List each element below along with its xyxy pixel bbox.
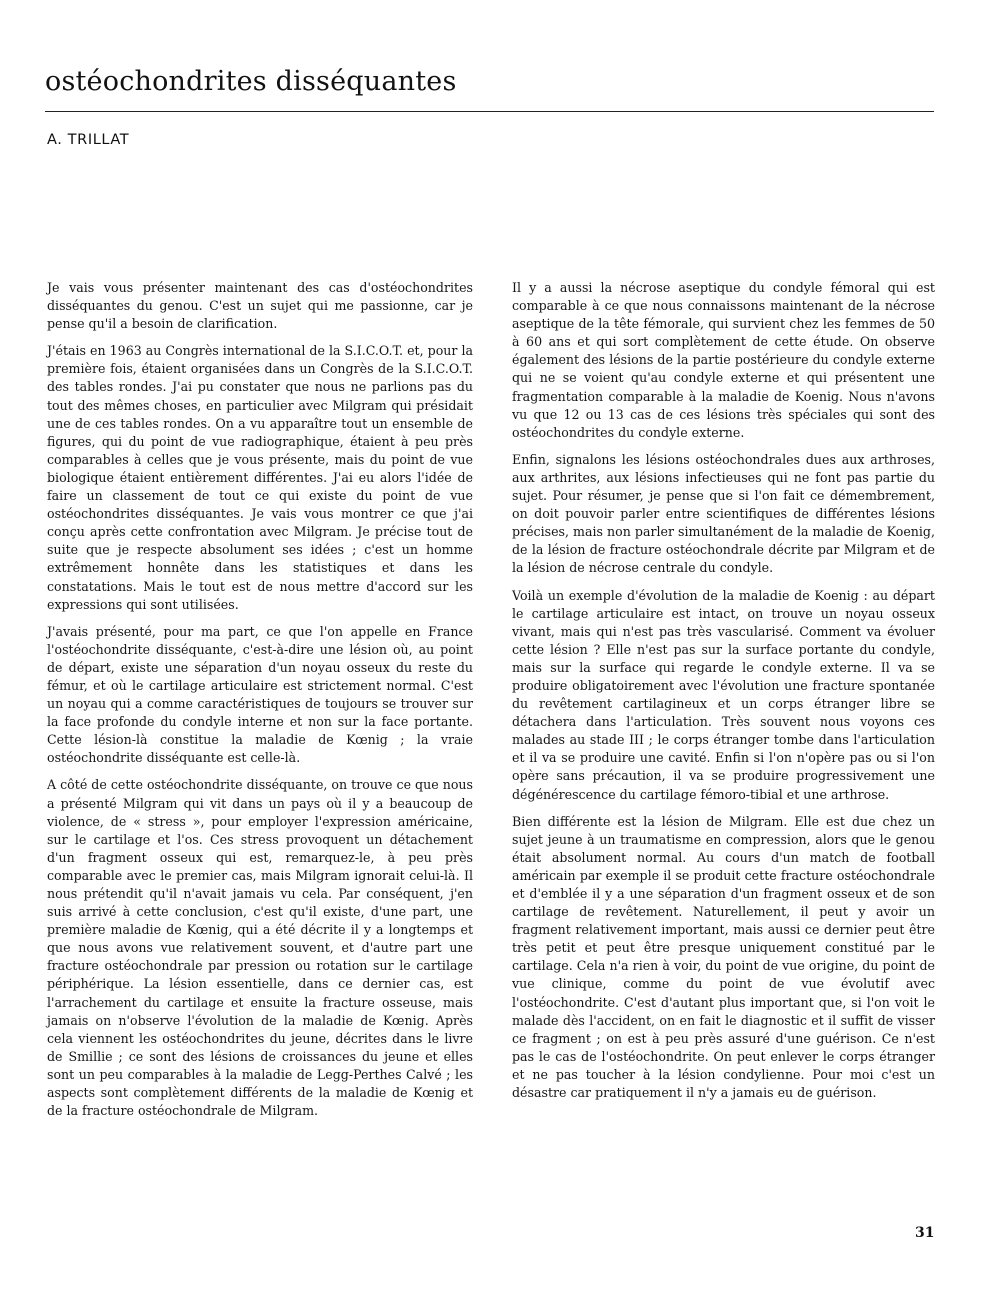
paragraph: Enfin, signalons les lésions ostéochondrales dues aux arthroses, aux arthrites, aux lésions infectieuses qui ne font pas partie du sujet. Pour résumer, je pense que si l'on fait ce démembrement, on doit pouvoir parler entre scientifiques de différentes lésions précises, mais non parler simultanément de la maladie de Koenig, de la lésion de fracture ostéochondrale décrite par Milgram et de la lésion de nécrose centrale du condyle. <box>512 451 935 576</box>
paragraph: Il y a aussi la nécrose aseptique du condyle fémoral qui est comparable à ce que nous connaissons maintenant de la nécrose aseptique de la tête fémorale, qui survient chez les femmes de 50 à 60 ans et qui sort complètement de cette étude. On observe également des lésions de la partie postérieure du condyle externe qui ne se voient qu'au condyle externe et qui présentent une fragmentation comparable à la maladie de Koenig. Nous n'avons vu que 12 ou 13 cas de ces lésions très spéciales qui sont des ostéochondrites du condyle externe. <box>512 280 935 440</box>
paragraph: Je vais vous présenter maintenant des cas d'ostéochondrites disséquantes du genou. C'est un sujet qui me passionne, car je pense qu'il a besoin de clarification. <box>47 280 473 332</box>
right-column <box>512 279 935 1111</box>
article-title: ostéochondrites disséquantes <box>45 66 457 97</box>
paragraph: J'avais présenté, pour ma part, ce que l'on appelle en France l'ostéochondrite disséquante, c'est-à-dire une lésion où, au point de départ, existe une séparation d'un noyau osseux du reste du fémur, et où le cartilage articulaire est strictement normal. C'est un noyau qui a comme caractéristiques de toujours se trouver sur la face profonde du condyle interne et non sur la face portante. Cette lésion-là constitue la maladie de Kœnig ; la vraie ostéochondrite disséquante est celle-là. <box>47 623 473 766</box>
paragraph: Bien différente est la lésion de Milgram. Elle est due chez un sujet jeune à un traumatisme en compression, alors que le genou était absolument normal. Au cours d'un match de football américain par exemple il se produit cette fracture ostéochondrale et d'emblée il y a une séparation d'un fragment osseux et de son cartilage de revêtement. Naturellement, il peut y avoir un fragment relativement important, mais aussi ce dernier peut être très petit et peut être presque uniquement constitué par le cartilage. Cela n'a rien à voir, du point de vue origine, du point de vue clinique, comme du point de vue évolutif avec l'ostéochondrite. C'est d'autant plus important que, si l'on voit le malade dès l'accident, on en fait le diagnostic et il suffit de visser ce fragment ; on est à peu près assuré d'une guérison. Ce n'est pas le cas de l'ostéochondrite. On peut enlever le corps étranger et ne pas toucher à la lésion condylienne. Pour moi c'est un désastre car pratiquement il n'y a jamais eu de guérison. <box>512 813 935 1101</box>
paragraph: A côté de cette ostéochondrite disséquante, on trouve ce que nous a présenté Milgram qui vit dans un pays où il y a beaucoup de violence, de « stress », pour employer l'expression américaine, sur le cartilage et l'os. Ces stress provoquent un détachement d'un fragment osseux qui est, remarquez-le, à peu près comparable avec le premier cas, mais Milgram ignorait celui-là. Il nous prétendit qu'il n'avait jamais vu cela. Par conséquent, j'en suis arrivé à cette conclusion, c'est qu'il existe, d'une part, une première maladie de Kœnig, qui a été décrite il y a longtemps et que nous avons vue relativement souvent, et d'autre part une fracture ostéochondrale par pression ou rotation sur le cartilage périphérique. La lésion essentielle, dans ce dernier cas, est l'arrachement du cartilage et ensuite la fracture osseuse, mais jamais on n'observe l'évolution de la maladie de Kœnig. Après cela viennent les ostéochondrites du jeune, décrites dans le livre de Smillie ; ce sont des lésions de croissances du jeune et elles sont un peu comparables à la maladie de Legg-Perthes Calvé ; les aspects sont complètement différents de la maladie de Kœnig et de la fracture ostéochondrale de Milgram. <box>47 777 473 1119</box>
page-number: 31 <box>915 1225 935 1241</box>
left-column <box>47 279 473 1129</box>
paragraph: J'étais en 1963 au Congrès international de la S.I.C.O.T. et, pour la première fois, étaient organisées dans un Congrès de la S.I.C.O.T. des tables rondes. J'ai pu constater que nous ne parlions pas du tout des mêmes choses, en particulier avec Milgram qui présidait une de ces tables rondes. On a vu apparaître tout un ensemble de figures, qui du point de vue radiographique, étaient à peu près comparables à celles que je vous présente, mais du point de vue biologique étaient entièrement différentes. J'ai eu alors l'idée de faire un classement de tout ce qui existe du point de vue ostéochondrites disséquantes. Je vais vous montrer ce que j'ai conçu après cette confrontation avec Milgram. Je précise tout de suite que je respecte absolument ses idées ; c'est un homme extrêmement honnête dans les statistiques et dans les constatations. Mais le tout est de nous mettre d'accord sur les expressions qui sont utilisées. <box>47 343 473 612</box>
paragraph: Voilà un exemple d'évolution de la maladie de Koenig : au départ le cartilage articulaire est intact, on trouve un noyau osseux vivant, mais qui n'est pas très vascularisé. Comment va évoluer cette lésion ? Elle n'est pas sur la surface portante du condyle, mais sur la surface qui regarde le condyle externe. Il va se produire obligatoirement avec l'évolution une fracture spontanée du revêtement cartilagineux et un corps étranger libre se détachera dans l'articulation. Très souvent nous voyons ces malades au stade III ; le corps étranger tombe dans l'articulation et il va se produire une cavité. Enfin si l'on n'opère pas ou si l'on opère sans précaution, il va se produire progressivement une dégénérescence du cartilage fémoro-tibial et une arthrose. <box>512 587 935 802</box>
title-rule <box>45 111 934 112</box>
author-name: A. TRILLAT <box>47 132 130 148</box>
